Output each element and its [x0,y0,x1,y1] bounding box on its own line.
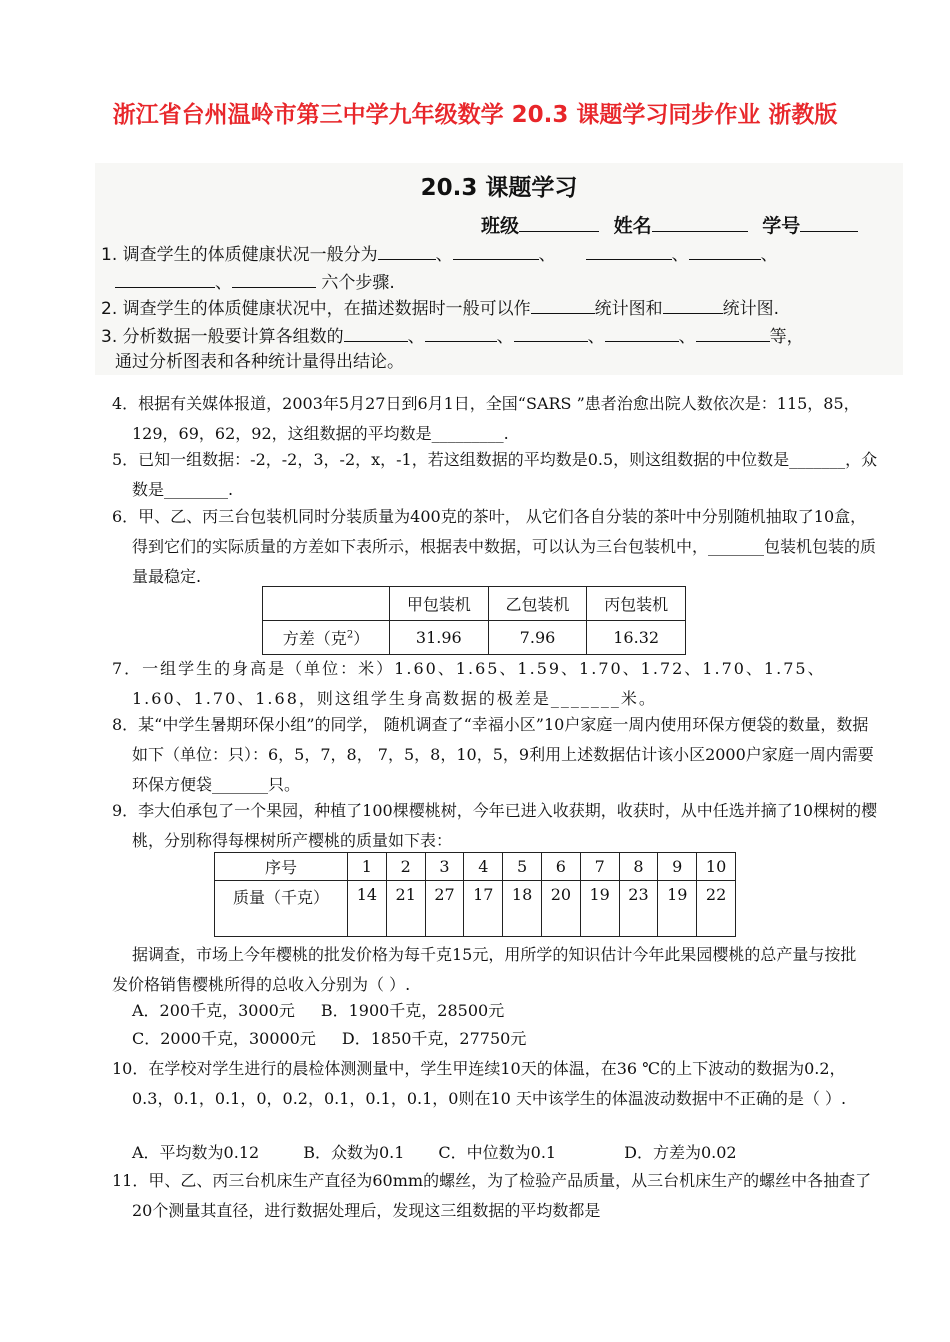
scan-question-1: 1. 调查学生的体质健康状况一般分为 、 、 、 、 [101,245,778,265]
q9-option-d: D．1850千克，27750元 [341,1029,527,1048]
question-10-options [132,1138,763,1168]
table6-row-label: 方差（克$^2$） [263,621,390,655]
class-blank [519,215,599,232]
table9-cell: 8 [619,853,658,881]
scan-question-1-cont: 、 六个步骤. [101,271,395,295]
variance-table [262,586,686,655]
table9-cell: 19 [580,881,619,937]
scan-heading: 20.3 课题学习 [420,175,578,201]
table6-value-bing: 16.32 [587,621,686,655]
question-11: 11．甲、乙、丙三台机床生产直径为60mm的螺丝，为了检验产品质量，从三台机床生产的螺丝中各抽查了20个测量其直径，进行数据处理后，发现这三组数据的平均数都是 [112,1171,872,1220]
document-title: 浙江省台州温岭市第三中学九年级数学 20.3 课题学习同步作业 浙教版 [112,102,838,128]
table9-cell: 2 [386,853,425,881]
table9-cell: 4 [464,853,503,881]
student-info-line [481,211,858,238]
scan-question-3: 3. 分析数据一般要计算各组数的 、 、 、 、 等， [101,327,804,347]
table9-row1-label: 序号 [215,853,348,881]
name-blank [652,215,748,232]
table9-cell: 20 [541,881,580,937]
q2-text-b: 统计图和 [594,299,663,319]
table9-cell: 1 [348,853,387,881]
q3-text-a: 3. 分析数据一般要计算各组数的 [101,327,344,347]
id-label: 学号 [762,215,801,237]
table9-cell: 21 [386,881,425,937]
question-9-options-row2 [132,1024,552,1054]
scan-question-2 [101,297,779,321]
table6-header-yi: 乙包装机 [488,587,587,621]
question-9: 9．李大伯承包了一个果园，种植了100棵樱桃树，今年已进入收获期，收获时，从中任选并摘了10棵树的樱桃，分别称得每棵树所产樱桃的质量如下表： [112,801,878,850]
table6-header-bing: 丙包装机 [587,587,686,621]
table9-cell: 3 [425,853,464,881]
cherry-table [214,852,736,937]
table9-cell: 7 [580,853,619,881]
q2-text-a: 2. 调查学生的体质健康状况中，在描述数据时一般可以作 [101,299,531,319]
table9-cell: 22 [697,881,736,937]
q10-option-d: D．方差为0.02 [624,1143,737,1162]
question-9-continued: 据调查，市场上今年樱桃的批发价格为每千克15元，用所学的知识估计今年此果园樱桃的总产量与按批发价格销售樱桃所得的总收入分别为（ ）. [112,945,857,994]
table6-value-yi: 7.96 [488,621,587,655]
table9-cell: 6 [541,853,580,881]
table9-cell: 5 [503,853,542,881]
question-9-options-row1 [132,996,530,1026]
scan-question-3-cont [101,351,404,374]
q1-text-a: 1. 调查学生的体质健康状况一般分为 [101,245,378,265]
table9-cell: 9 [658,853,697,881]
table9-cell: 17 [464,881,503,937]
question-7: 7．一组学生的身高是（单位：米）1.60、1.65、1.59、1.70、1.72、1.70、1.75、1.60、1.70、1.68，则这组学生身高数据的极差是_______米。 [112,659,826,708]
table9-cell: 14 [348,881,387,937]
q9-option-b: B．1900千克，28500元 [320,1001,505,1020]
table9-cell: 10 [697,853,736,881]
q3-text-c: 通过分析图表和各种统计量得出结论。 [115,352,404,372]
q10-option-a: A．平均数为0.12 [132,1143,260,1162]
q9-option-c: C．2000千克，30000元 [132,1029,316,1048]
id-blank [800,215,858,232]
question-6: 6．甲、乙、丙三台包装机同时分装质量为400克的茶叶， 从它们各自分装的茶叶中分别随机抽取了10盒， 得到它们的实际质量的方差如下表所示，根据表中数据，可以认为三台包装机中，_______包装机包装的质量最稳定. [112,507,877,586]
table9-cell: 27 [425,881,464,937]
q1-text-b: 六个步骤. [321,273,395,293]
table9-cell: 19 [658,881,697,937]
table6-header-jia: 甲包装机 [390,587,489,621]
table9-row2-label: 质量（千克） [215,881,348,937]
table9-cell: 23 [619,881,658,937]
name-label: 姓名 [613,215,652,237]
q3-text-b: 等， [769,327,804,347]
table6-value-jia: 31.96 [390,621,489,655]
question-5: 5．已知一组数据：-2，-2，3，-2，x，-1，若这组数据的平均数是0.5，则这组数据的中位数是_______，众数是________. [112,450,878,499]
question-4: 4．根据有关媒体报道，2003年5月27日到6月1日，全国“SARS ”患者治愈出院人数依次是：115，85，129，69，62，92，这组数据的平均数是_________. [112,394,860,443]
question-10: 10．在学校对学生进行的晨检体测测量中，学生甲连续10天的体温，在36 ℃的上下波动的数据为0.2，0.3，0.1，0.1，0，0.2，0.1，0.1，0.1，0则在10 天中该学生的体温波动数据中不正确的是（ ）. [112,1059,847,1108]
q10-option-c: C．中位数为0.1 [438,1143,557,1162]
q9-option-a: A．200千克，3000元 [132,1001,295,1020]
q10-option-b: B．众数为0.1 [303,1143,405,1162]
question-8: 8．某“中学生暑期环保小组”的同学， 随机调查了“幸福小区”10户家庭一周内使用环保方便袋的数量，数据如下（单位：只）：6，5，7，8， 7，5，8，10，5，9利用上述数据估计该小区2000户家庭一周内需要环保方便袋_______只。 [112,715,874,794]
table6-header-empty [263,587,390,621]
scanned-exercise-image [95,163,903,375]
table9-cell: 18 [503,881,542,937]
class-label: 班级 [481,215,520,237]
q2-text-c: 统计图. [722,299,780,319]
